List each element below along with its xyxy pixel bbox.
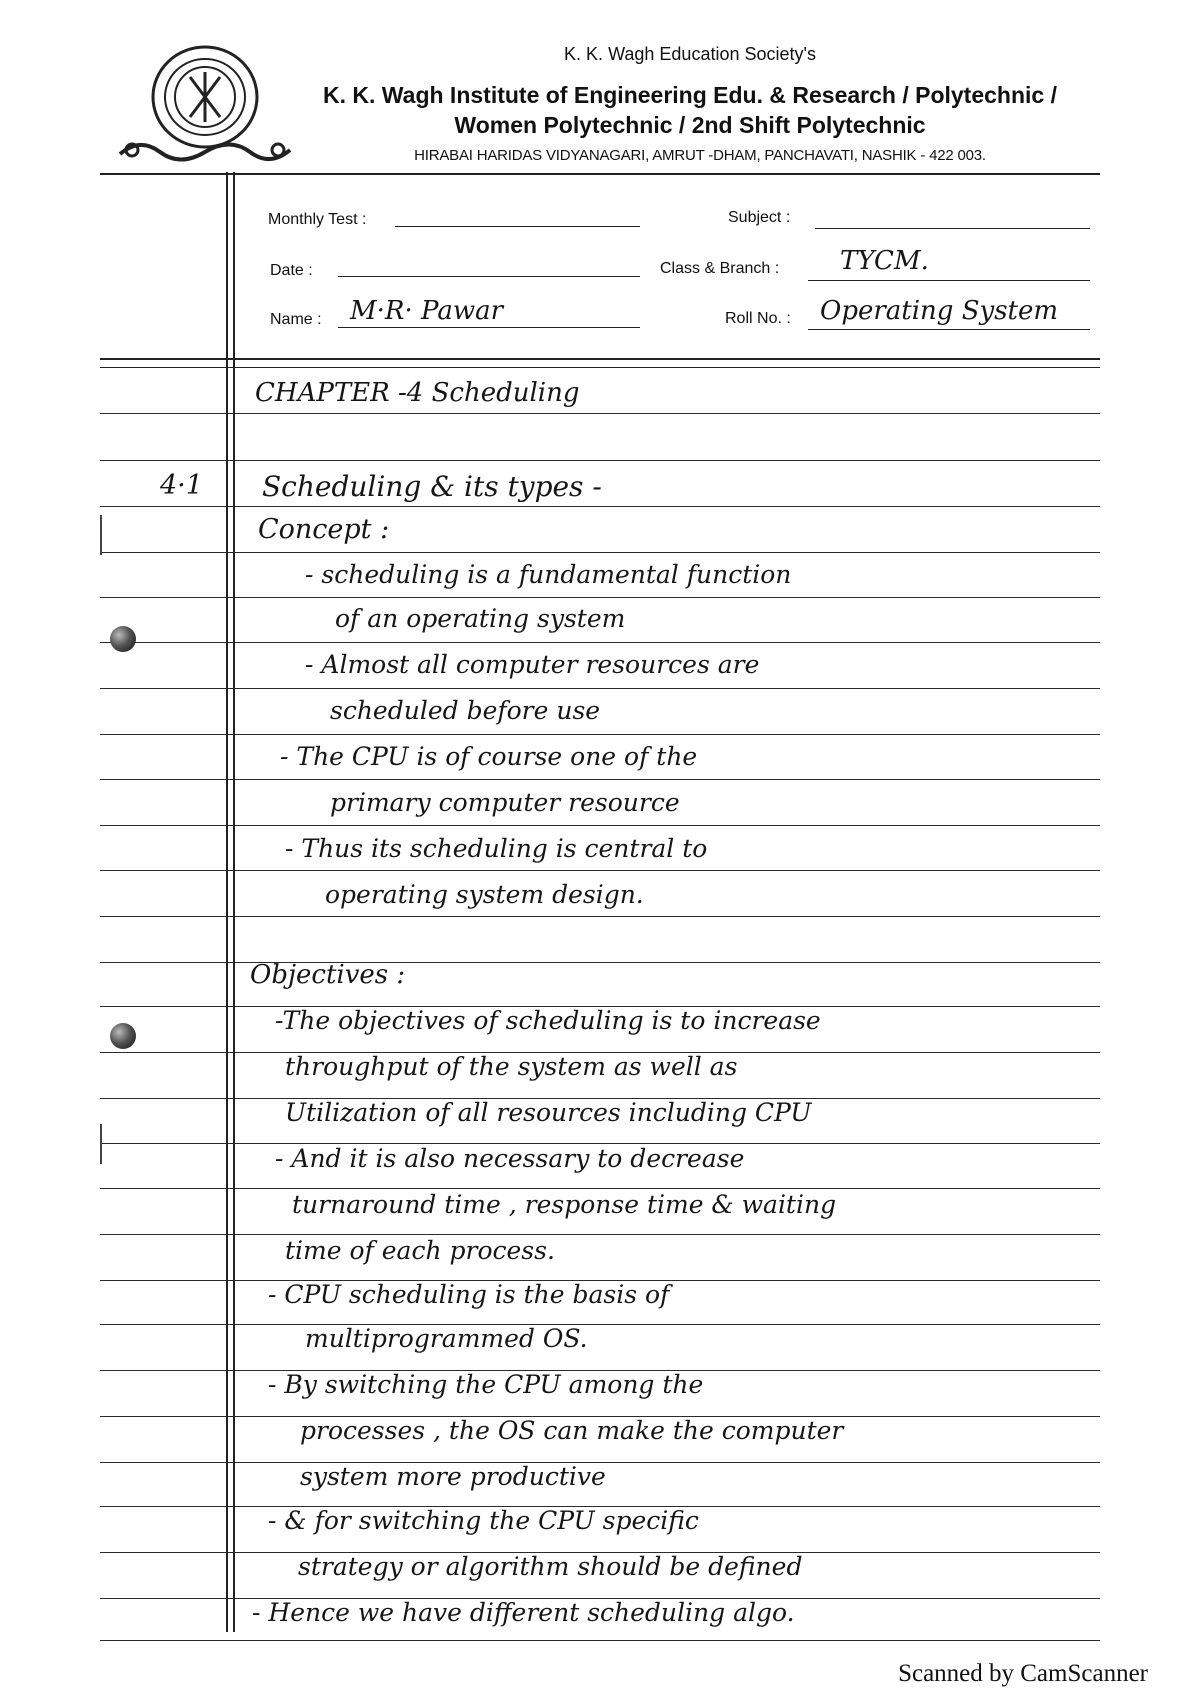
- name-field: [338, 327, 640, 328]
- concept-line: - scheduling is a fundamental function: [305, 560, 792, 589]
- margin-tick-mark: [100, 515, 102, 555]
- section-number: 4·1: [160, 470, 203, 501]
- scanner-watermark: Scanned by CamScanner: [898, 1660, 1148, 1687]
- class-branch-value: TYCM.: [840, 246, 929, 276]
- margin-line-right: [233, 172, 235, 1632]
- roll-no-value: Operating System: [820, 296, 1059, 326]
- class-branch-label: Class & Branch :: [660, 260, 780, 277]
- ruled-line: [100, 825, 1100, 826]
- ruled-line: [100, 1640, 1100, 1641]
- objectives-line: - Hence we have different scheduling algo.: [252, 1598, 795, 1627]
- objectives-line: Utilization of all resources including CPU: [285, 1098, 812, 1127]
- subject-label: Subject :: [728, 209, 791, 226]
- objectives-line: time of each process.: [285, 1236, 555, 1265]
- punch-hole-bottom: [110, 1023, 136, 1049]
- monthly-test-label: Monthly Test :: [268, 211, 367, 228]
- objectives-line: processes , the OS can make the computer: [300, 1416, 844, 1445]
- ruled-line: [100, 413, 1100, 414]
- concept-line: of an operating system: [335, 604, 626, 633]
- chapter-title: CHAPTER -4 Scheduling: [255, 378, 580, 408]
- ruled-line: [100, 506, 1100, 507]
- ruled-line: [100, 552, 1100, 553]
- ruled-line: [100, 1324, 1100, 1325]
- form-divider: [100, 358, 1100, 360]
- ruled-line: [100, 870, 1100, 871]
- society-name: K. K. Wagh Education Society's: [564, 44, 816, 64]
- margin-tick-mark: [100, 1124, 102, 1164]
- roll-no-label: Roll No. :: [725, 310, 791, 327]
- concept-line: - Almost all computer resources are: [305, 650, 760, 679]
- ruled-line: [100, 460, 1100, 461]
- objectives-line: throughput of the system as well as: [285, 1052, 738, 1081]
- date-field: [338, 276, 640, 277]
- ruled-line: [100, 916, 1100, 917]
- ruled-line: [100, 688, 1100, 689]
- objectives-line: strategy or algorithm should be defined: [298, 1552, 803, 1581]
- objectives-line: turnaround time , response time & waiting: [292, 1190, 837, 1219]
- objectives-line: - & for switching the CPU specific: [268, 1506, 699, 1535]
- concept-line: - Thus its scheduling is central to: [285, 834, 708, 863]
- concept-line: operating system design.: [325, 880, 644, 909]
- objectives-line: - CPU scheduling is the basis of: [268, 1280, 670, 1309]
- margin-line-left: [226, 172, 228, 1632]
- subject-field: [815, 228, 1090, 229]
- name-label: Name :: [270, 311, 322, 328]
- roll-no-field: [808, 329, 1090, 330]
- objectives-heading: Objectives :: [250, 960, 406, 990]
- section-title: Scheduling & its types -: [262, 470, 602, 503]
- ruled-line: [100, 779, 1100, 780]
- objectives-line: system more productive: [300, 1462, 606, 1491]
- concept-line: scheduled before use: [330, 696, 601, 725]
- objectives-line: multiprogrammed OS.: [305, 1324, 588, 1353]
- objectives-line: - And it is also necessary to decrease: [275, 1144, 745, 1173]
- institute-name-line1: K. K. Wagh Institute of Engineering Edu. & Research / Polytechnic /: [323, 82, 1057, 108]
- ruled-line: [100, 1188, 1100, 1189]
- institute-address: HIRABAI HARIDAS VIDYANAGARI, AMRUT -DHAM, PANCHAVATI, NASHIK - 422 003.: [414, 147, 986, 164]
- institute-name-line2: Women Polytechnic / 2nd Shift Polytechnic: [454, 112, 926, 138]
- class-branch-field: [808, 280, 1090, 281]
- concept-heading: Concept :: [258, 514, 390, 545]
- ruled-line: [100, 642, 1100, 643]
- ruled-line: [100, 597, 1100, 598]
- punch-hole-top: [110, 626, 136, 652]
- monthly-test-field: [395, 226, 640, 227]
- objectives-line: -The objectives of scheduling is to increase: [275, 1006, 821, 1035]
- objectives-line: - By switching the CPU among the: [268, 1370, 704, 1399]
- form-divider-inner: [100, 367, 1100, 368]
- concept-line: - The CPU is of course one of the: [280, 742, 698, 771]
- name-value: M·R· Pawar: [350, 296, 504, 326]
- concept-line: primary computer resource: [330, 788, 680, 817]
- ruled-line: [100, 1234, 1100, 1235]
- ruled-line: [100, 734, 1100, 735]
- date-label: Date :: [270, 262, 313, 279]
- header-divider: [100, 173, 1100, 175]
